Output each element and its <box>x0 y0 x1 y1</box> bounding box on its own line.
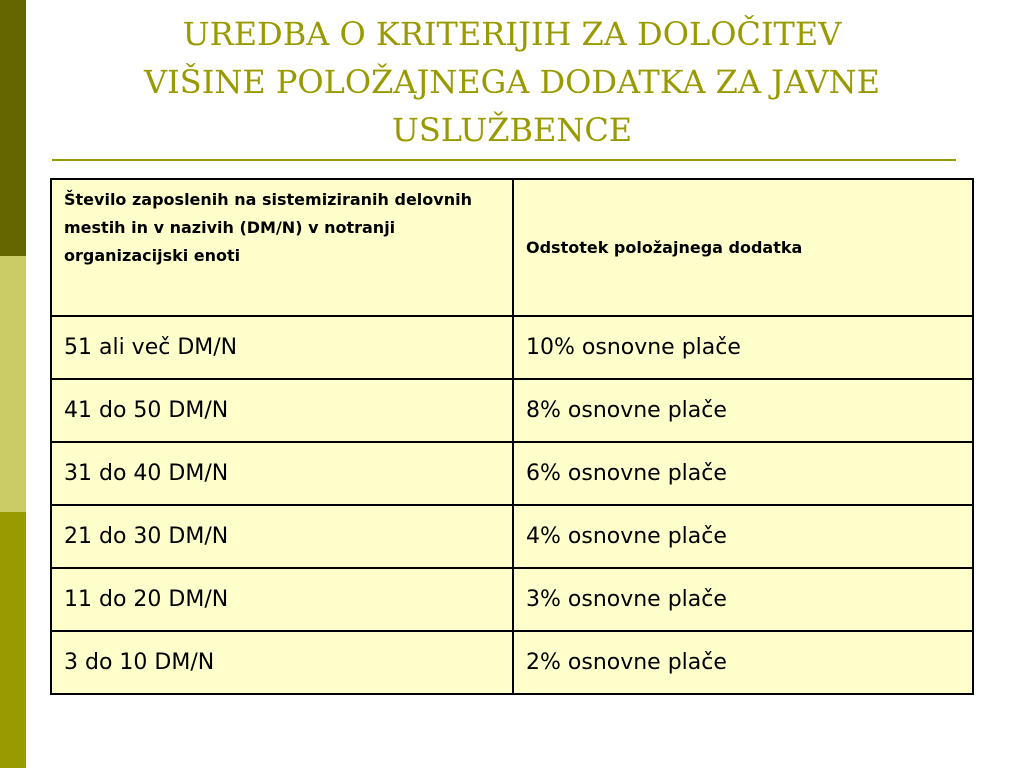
allowance-table <box>50 178 974 695</box>
side-bar-middle <box>0 256 26 512</box>
cell-employees: 21 do 30 DM/N <box>51 505 513 568</box>
header-percent: Odstotek položajnega dodatka <box>513 179 973 316</box>
table-row <box>51 631 973 694</box>
header-employees: Število zaposlenih na sistemiziranih delovnih mestih in v nazivih (DM/N) v notranji organizacijski enoti <box>51 179 513 316</box>
table-header-row <box>51 179 973 316</box>
table-row <box>51 505 973 568</box>
side-bar-top <box>0 0 26 256</box>
cell-employees: 11 do 20 DM/N <box>51 568 513 631</box>
table-row <box>51 568 973 631</box>
cell-employees: 51 ali več DM/N <box>51 316 513 379</box>
slide-title <box>60 10 964 154</box>
cell-employees: 41 do 50 DM/N <box>51 379 513 442</box>
cell-percent: 6% osnovne plače <box>513 442 973 505</box>
cell-employees: 3 do 10 DM/N <box>51 631 513 694</box>
title-line-2: VIŠINE POLOŽAJNEGA DODATKA ZA JAVNE <box>144 63 880 101</box>
title-divider <box>52 159 956 161</box>
cell-percent: 3% osnovne plače <box>513 568 973 631</box>
table-row <box>51 379 973 442</box>
title-line-1: UREDBA O KRITERIJIH ZA DOLOČITEV <box>182 15 842 53</box>
side-bar-bottom <box>0 512 26 768</box>
cell-percent: 8% osnovne plače <box>513 379 973 442</box>
title-line-3: USLUŽBENCE <box>391 111 633 149</box>
cell-percent: 10% osnovne plače <box>513 316 973 379</box>
cell-percent: 4% osnovne plače <box>513 505 973 568</box>
cell-percent: 2% osnovne plače <box>513 631 973 694</box>
cell-employees: 31 do 40 DM/N <box>51 442 513 505</box>
table-row <box>51 316 973 379</box>
table-row <box>51 442 973 505</box>
